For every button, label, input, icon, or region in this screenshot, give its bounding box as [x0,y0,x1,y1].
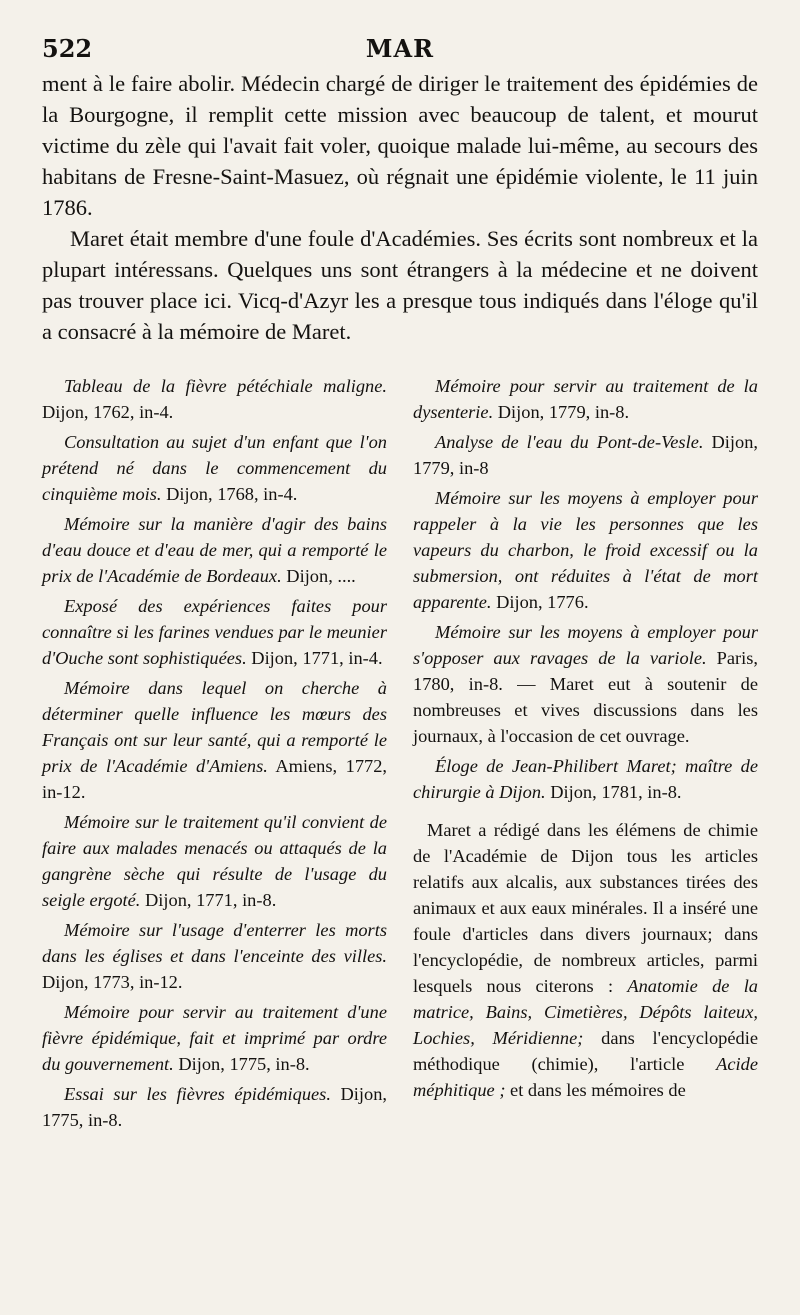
note-italic-titles: Anatomie de la matrice, Bains, Cimetières, Dépôts laiteux, Lochies, Méridienne; [413,976,758,1048]
entry-title: Mémoire pour servir au traitement de la dysenterie. [413,376,758,422]
entry-title: Exposé des expériences faites pour connaître si les farines vendues par le meunier d'Ouche sont sophistiquées. [42,596,387,668]
entry-title: Éloge de Jean-Philibert Maret; maître de chirurgie à Dijon. [413,756,758,802]
entry-details: Dijon, 1773, in-12. [42,972,183,992]
entry-title: Tableau de la fièvre pétéchiale maligne. [64,376,387,396]
note-text: dans l'encyclopédie méthodique (chimie), l'article [413,1028,758,1074]
right-column [413,373,758,1137]
note-text: Maret a rédigé dans les élémens de chimie de l'Académie de Dijon tous les articles relatifs aux alcalis, aux substances tirées des animaux et aux eaux minérales. Il a inséré une foule d'articles dans divers journaux; dans l'encyclopédie, de nombreux articles, parmi lesquels nous citerons : [413,820,758,996]
entry-details: Dijon, 1775, in-8. [173,1054,310,1074]
running-head: MAR [365,34,435,63]
entry-details: Dijon, 1771, in-4. [246,648,383,668]
entry-details: Amiens, 1772, in-12. [42,756,388,802]
entry-title: Essai sur les fièvres épidémiques. [64,1084,331,1104]
left-column [42,373,387,1137]
entry-details: Dijon, 1779, in-8. [493,402,630,422]
bibliography-entry [413,753,758,805]
note-italic-title: Acide méphitique ; [413,1054,758,1100]
intro-paragraph: ment à le faire abolir. Médecin chargé de diriger le traitement des épidémies de la Bourgogne, il remplit cette mission avec beaucoup de talent, et mourut victime du zèle qui l'avait fait voler, quoique malade lui-même, au secours des habitans de Fresne-Saint-Masuez, où régnait une épidémie violente, le 11 juin 1786. [42,71,758,220]
bibliography-entry [42,675,387,805]
bibliography-columns [42,373,758,1137]
bibliography-entry [42,1081,387,1133]
closing-note [413,817,758,1103]
entry-details: Paris, 1780, in-8. — Maret eut à soutenir de nombreuses et vives discussions dans les journaux, à l'occasion de cet ouvrage. [413,648,758,746]
intro-paragraph: Maret était membre d'une foule d'Académies. Ses écrits sont nombreux et la plupart intéressans. Quelques uns sont étrangers à la médecine et ne doivent pas trouver place ici. Vicq-d'Azyr les a presque tous indiqués dans l'éloge qu'il a consacré à la mémoire de Maret. [42,226,758,344]
entry-details: Dijon, 1768, in-4. [161,484,298,504]
entry-title: Mémoire dans lequel on cherche à déterminer quelle influence les mœurs des Français ont sur leur santé, qui a remporté le prix de l'Académie d'Amiens. [42,678,387,776]
entry-title: Mémoire sur les moyens à employer pour rappeler à la vie les personnes que les vapeurs du charbon, le froid excessif ou la submersion, ont réduites à l'état de mort apparente. [413,488,758,612]
bibliography-entry [42,809,387,913]
entry-title: Mémoire sur les moyens à employer pour s'opposer aux ravages de la variole. [413,622,758,668]
bibliography-entry [42,373,387,425]
entry-title: Mémoire sur l'usage d'enterrer les morts dans les églises et dans l'enceinte des villes. [42,920,387,966]
entry-title: Mémoire pour servir au traitement d'une fièvre épidémique, fait et imprimé par ordre du gouvernement. [42,1002,387,1074]
entry-details: Dijon, 1771, in-8. [140,890,277,910]
bibliography-entry [42,917,387,995]
bibliography-entry [413,429,758,481]
bibliography-entry [42,593,387,671]
bibliography-entry [42,999,387,1077]
entry-details: Dijon, .... [281,566,356,586]
page [42,28,758,1137]
bibliography-entry [42,429,387,507]
bibliography-entry [413,373,758,425]
note-text: et dans les mémoires de [505,1080,686,1100]
page-header [42,28,758,68]
entry-title: Mémoire sur la manière d'agir des bains d'eau douce et d'eau de mer, qui a remporté le prix de l'Académie de Bordeaux. [42,514,387,586]
entry-title: Analyse de l'eau du Pont-de-Vesle. [435,432,704,452]
bibliography-entry [413,485,758,615]
entry-details: Dijon, 1775, in-8. [42,1084,387,1130]
entry-details: Dijon, 1762, in-4. [42,402,174,422]
bibliography-entry [42,511,387,589]
entry-title: Mémoire sur le traitement qu'il convient de faire aux malades menacés ou attaqués de la gangrène sèche qui résulte de l'usage du seigle ergoté. [42,812,387,910]
entry-details: Dijon, 1781, in-8. [545,782,682,802]
entry-title: Consultation au sujet d'un enfant que l'on prétend né dans le commencement du cinquième mois. [42,432,387,504]
entry-details: Dijon, 1776. [491,592,589,612]
entry-details: Dijon, 1779, in-8 [413,432,758,478]
page-number: 522 [42,34,93,63]
bibliography-entry [413,619,758,749]
intro-text [42,68,758,347]
